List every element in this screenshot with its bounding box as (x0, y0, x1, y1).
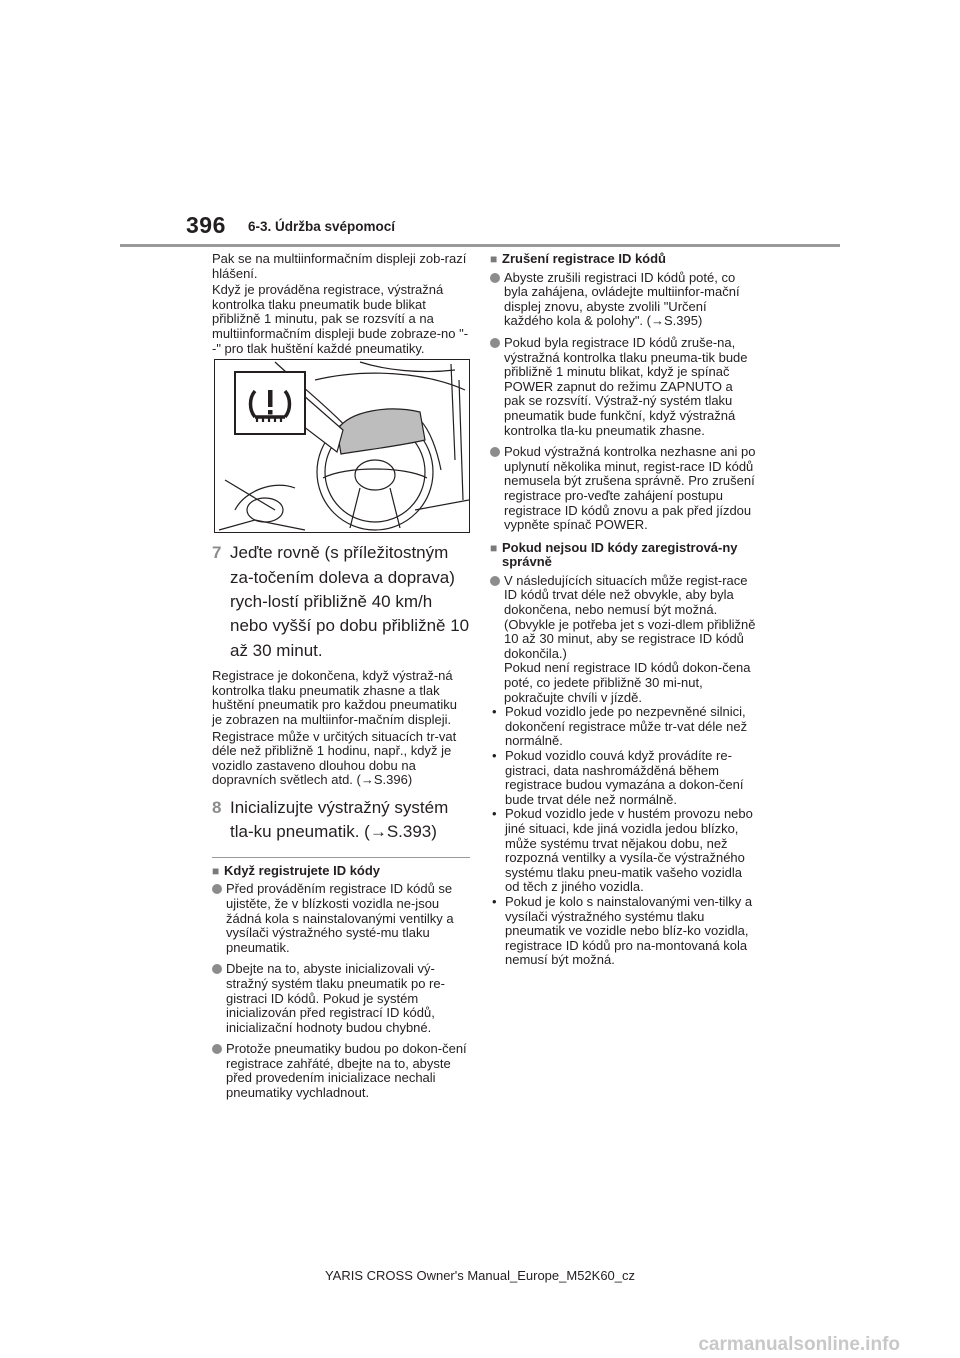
page-number: 396 (186, 212, 226, 238)
left-column (212, 252, 470, 1108)
list-item (490, 271, 756, 329)
list-item (212, 962, 470, 1035)
step-8 (212, 796, 470, 845)
list-item (490, 445, 756, 533)
list-item-text: Před prováděním registrace ID kódů se ujistěte, že v blízkosti vozidla ne-jsou žádná kola s nainstalovanými ventilky a vysílači výstražného systé-mu tlaku pneumatik. (226, 881, 454, 955)
list-item-paragraph: V následujících situacích může regist-race ID kódů trvat déle než obvykle, aby byla dokončena, nebo nemusí být možná. (Obvykle je potřeba jet s vozi-dlem přibližně 10 až 30 minut, aby se registrace ID kódů dokončila.) (504, 572, 756, 661)
list-item (490, 574, 756, 705)
list-item-text: Pokud byla registrace ID kódů zruše-na, výstražná kontrolka tlaku pneuma-tik bude přibližně 1 minutu blikat, když je spínač POWER zapnut do režimu ZAPNUTO a pak se rozsvítí. Výstraž-ný systém tlaku pneumatik bude funkční, když výstražná kontrolka tla-ku pneumatik zhasne. (504, 334, 748, 438)
intro-paragraph: Když je prováděna registrace, výstražná kontrolka tlaku pneumatik bude blikat přibližně 1 minutu, pak se rozsvítí a na multiinformačním displeji bude zobraze-no "--" pro tlak huštění každé pneumatiky. (212, 282, 469, 356)
bullet-dot-icon (490, 445, 504, 533)
square-bullet-icon: ■ (212, 863, 220, 878)
step-7 (212, 541, 470, 663)
step-note: Registrace může v určitých situacích tr-vat déle než přibližně 1 hodinu, např., když je vozidlo zastaveno dlouhou dobu na dopravních světlech atd. (→S.396) (212, 728, 457, 788)
list-item-text: Abyste zrušili registraci ID kódů poté, co byla zahájena, ovládejte multiinfor-mační displej znovu, abyste zvolili "Určení každého kola & polohy". (→S.395) (504, 269, 740, 329)
sub-bullet-icon: • (492, 806, 497, 822)
section-heading (490, 252, 756, 267)
dashboard-illustration (214, 359, 470, 533)
list-item (212, 1042, 470, 1100)
bullet-dot-icon (490, 574, 504, 705)
list-item (490, 336, 756, 438)
bullet-dot-icon (212, 962, 226, 1035)
list-item-text: Protože pneumatiky budou po dokon-čení registrace zahřáté, dbejte na to, abyste před provedením inicializace nechali pneumatiky vychladnout. (226, 1041, 467, 1101)
section-divider (212, 857, 470, 858)
sub-list-item (492, 895, 756, 968)
list-item-text (504, 574, 756, 705)
heading-text: Když registrujete ID kódy (224, 862, 381, 878)
sub-list-item-text: Pokud vozidlo jede v hustém provozu nebo jiné situaci, kde jiná vozidla jedou blízko, může systému trvat nějakou dobu, než rozpozná ventilky a vysíla-če výstražného systému tlaku pneu-matik vašeho vozidla od těch z jiného vozidla. (505, 806, 753, 895)
step-text: Jeďte rovně (s příležitostným za-točením doleva a doprava) rych-lostí přibližně 40 km/h nebo vyšší po dobu přibližně 10 až 30 minut. (230, 543, 470, 660)
section-heading (490, 541, 756, 570)
bullet-dot-icon (212, 882, 226, 955)
right-column (490, 252, 756, 968)
step-text: Inicializujte výstražný systém tla-ku pneumatik. (→S.393) (230, 797, 449, 842)
heading-text: Pokud nejsou ID kódy zaregistrová-ny správně (502, 539, 738, 570)
sub-list-item-text: Pokud vozidlo couvá když provádíte re-gistraci, data nashromážděná během registrace budou vymazána a dokon-čení bude trvat déle než normálně. (505, 748, 744, 807)
square-bullet-icon: ■ (490, 540, 498, 555)
section-title: 6-3. Údržba svépomocí (248, 219, 396, 234)
sub-list-item-text: Pokud vozidlo jede po nezpevněné silnici, dokončení registrace může tr-vat déle než normálně. (505, 704, 748, 749)
sub-list-item (492, 705, 756, 749)
step-number: 7 (212, 543, 222, 563)
list-item-paragraph: Pokud není registrace ID kódů dokon-čena poté, co jedete přibližně 30 mi-nut, pokračujte chvíli v jízdě. (504, 660, 751, 705)
steering-wheel-illustration (215, 360, 469, 532)
sub-list-item (492, 807, 756, 895)
sub-bullet-icon: • (492, 893, 497, 909)
sub-bullet-icon: • (492, 748, 497, 763)
heading-text: Zrušení registrace ID kódů (502, 251, 666, 266)
sub-list (492, 705, 756, 968)
page-footer: YARIS CROSS Owner's Manual_Europe_M52K60_cz (324, 1268, 636, 1283)
intro-paragraph: Pak se na multiinformačním displeji zob-razí hlášení. (212, 251, 467, 281)
square-bullet-icon: ■ (490, 252, 498, 266)
step-note: Registrace je dokončena, když výstraž-ná kontrolka tlaku pneumatik zhasne a tlak huštění pneumatik pro každou pneumatiku je zobrazen na multiinfor-mačním displeji. (212, 668, 457, 727)
watermark: carmanualsonline.info (698, 1334, 900, 1355)
bullet-dot-icon (212, 1042, 226, 1100)
sub-bullet-icon: • (492, 704, 497, 720)
list-item-text: Dbejte na to, abyste inicializovali vý-stražný systém tlaku pneumatik po re-gistraci ID kódů. Pokud je systém inicializován před registrací ID kódů, inicializační hodnoty budou chybné. (226, 961, 445, 1035)
step-number: 8 (212, 797, 222, 817)
bullet-dot-icon (490, 271, 504, 329)
section-heading (212, 864, 470, 879)
list-item-text: Pokud výstražná kontrolka nezhasne ani po uplynutí několika minut, regist-race ID kódů nemusela být zrušena správně. Pro zrušení registrace pro-veďte zahájení postupu registrace ID kódů znovu a pak před jízdou vypněte spínač POWER. (504, 444, 756, 533)
sub-list-item-text: Pokud je kolo s nainstalovanými ven-tilky a vysílači výstražného systému tlaku pneumatik ve vozidle nebo blíz-ko vozidla, registrace ID kódů pro na-montovaná kola nemusí být možná. (505, 893, 753, 968)
sub-list-item (492, 749, 756, 807)
list-item (212, 882, 470, 955)
bullet-dot-icon (490, 336, 504, 438)
header-rule (120, 244, 840, 247)
